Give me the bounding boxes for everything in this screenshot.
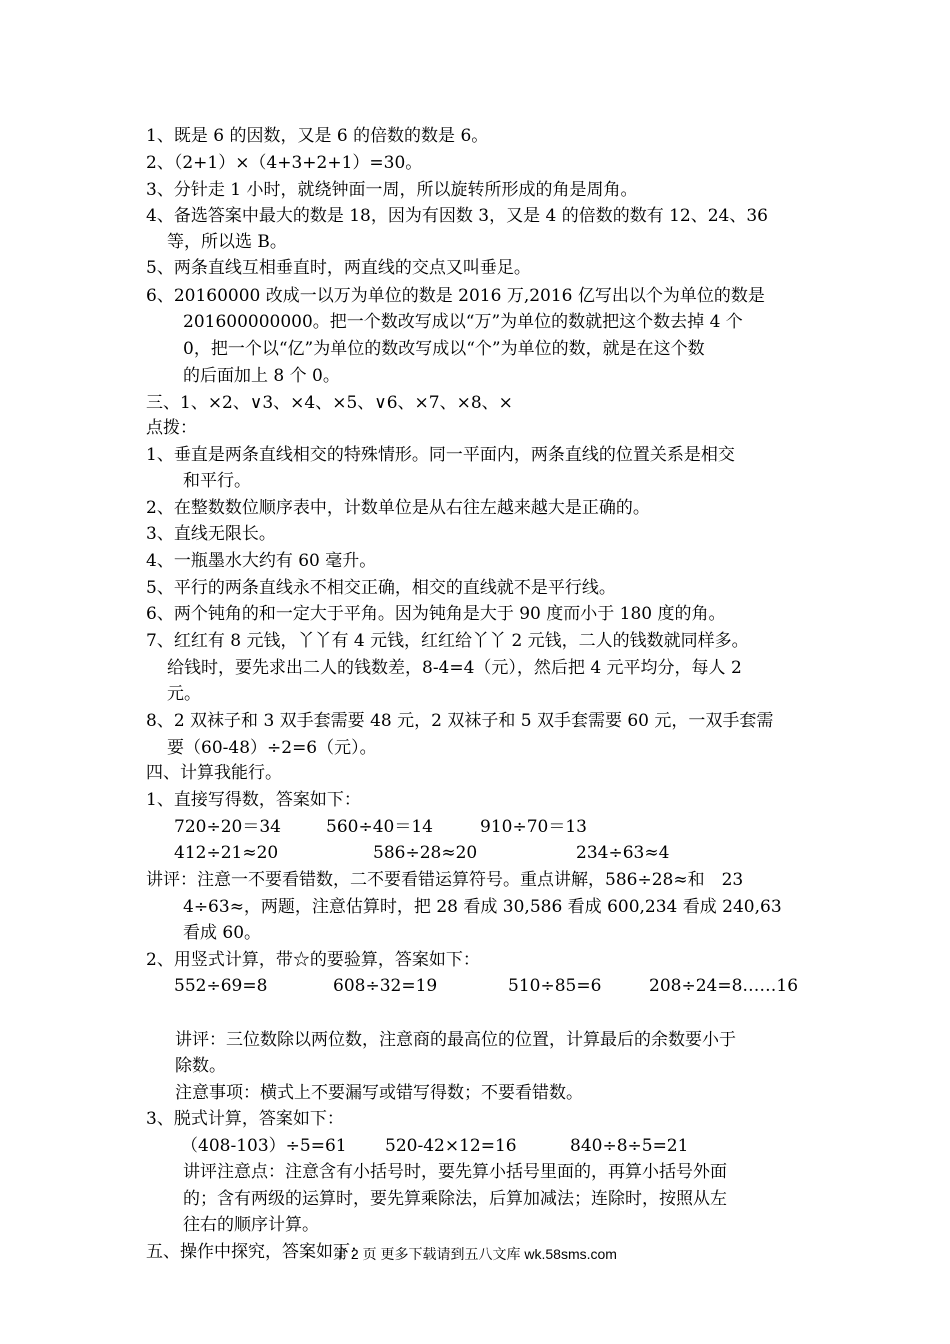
answer-line: 4、备选答案中最大的数是 18，因为有因数 3，又是 4 的倍数的数有 12、24、36 <box>146 206 768 226</box>
answer-line: 给钱时，要先求出二人的钱数差，8-4=4（元），然后把 4 元平均分，每人 2 <box>167 658 742 678</box>
calc-answer: 520-42×12=16 <box>385 1136 517 1156</box>
calc-answer: 552÷69=8 <box>174 976 268 996</box>
answer-line: 8、2 双袜子和 3 双手套需要 48 元，2 双袜子和 5 双手套需要 60 元，一双手套需 <box>146 711 774 731</box>
calc-answer: 412÷21≈20 <box>174 843 279 863</box>
answer-line: 201600000000。把一个数改写成以“万”为单位的数就把这个数去掉 4 个 <box>183 312 743 332</box>
calc-answer: 234÷63≈4 <box>576 843 670 863</box>
calc-answer: 560÷40＝14 <box>326 817 433 837</box>
calc-answer: 840÷8÷5=21 <box>570 1136 689 1156</box>
answer-line: 7、红红有 8 元钱，丫丫有 4 元钱，红红给丫丫 2 元钱，二人的钱数就同样多。 <box>146 631 749 651</box>
answer-line: 2、在整数数位顺序表中，计数单位是从右往左越来越大是正确的。 <box>146 498 650 518</box>
calc-answer: （408-103）÷5=61 <box>181 1136 347 1156</box>
calc-answer: 586÷28≈20 <box>373 843 478 863</box>
comment-line: 讲评：注意一不要看错数，二不要看错运算符号。重点讲解，586÷28≈和 23 <box>146 870 744 890</box>
answer-line: 3、分针走 1 小时，就绕钟面一周，所以旋转所形成的角是周角。 <box>146 180 638 200</box>
comment-line: 讲评注意点：注意含有小括号时，要先算小括号里面的，再算小括号外面 <box>183 1162 727 1182</box>
answer-line: 5、两条直线互相垂直时，两直线的交点又叫垂足。 <box>146 258 531 278</box>
answer-line: 6、两个钝角的和一定大于平角。因为钝角是大于 90 度而小于 180 度的角。 <box>146 604 726 624</box>
comment-line: 注意事项：横式上不要漏写或错写得数；不要看错数。 <box>175 1083 583 1103</box>
comment-line: 讲评：三位数除以两位数，注意商的最高位的位置，计算最后的余数要小于 <box>175 1030 736 1050</box>
answer-line: 5、平行的两条直线永不相交正确，相交的直线就不是平行线。 <box>146 578 616 598</box>
calc-answer: 608÷32=19 <box>333 976 438 996</box>
section-heading: 点拨： <box>146 418 197 438</box>
answer-line: 4、一瓶墨水大约有 60 毫升。 <box>146 551 377 571</box>
comment-line: 往右的顺序计算。 <box>183 1215 319 1235</box>
answer-line: 3、脱式计算，答案如下： <box>146 1109 344 1129</box>
page-footer: 第 2 页 更多下载请到五八文库 wk.58sms.com <box>333 1246 617 1262</box>
comment-line: 4÷63≈，两题，注意估算时，把 28 看成 30,586 看成 600,234 看成 240,63 <box>183 897 782 917</box>
comment-line: 的；含有两级的运算时，要先算乘除法，后算加减法；连除时，按照从左 <box>183 1189 727 1209</box>
answer-line: 要（60-48）÷2=6（元）。 <box>167 738 377 758</box>
answer-line: 1、既是 6 的因数，又是 6 的倍数的数是 6。 <box>146 126 489 146</box>
answer-line: 元。 <box>167 684 201 704</box>
section-heading: 五、操作中探究，答案如下： <box>146 1242 367 1262</box>
answer-line: 2、用竖式计算，带☆的要验算，答案如下： <box>146 950 480 970</box>
answer-line: 2、（2+1）×（4+3+2+1）=30。 <box>146 153 423 173</box>
calc-answer: 910÷70＝13 <box>480 817 587 837</box>
calc-answer: 510÷85=6 <box>508 976 602 996</box>
section-heading: 四、计算我能行。 <box>146 763 282 783</box>
calc-answer: 720÷20＝34 <box>174 817 281 837</box>
comment-line: 看成 60。 <box>183 923 262 943</box>
answer-line: 3、直线无限长。 <box>146 524 276 544</box>
answer-line: 0，把一个以“亿”为单位的数改写成以“个”为单位的数，就是在这个数 <box>183 339 705 359</box>
answer-line: 6、20160000 改成一以万为单位的数是 2016 万,2016 亿写出以个为单位的数是 <box>146 286 765 306</box>
answer-line: 和平行。 <box>183 471 251 491</box>
answer-line: 等，所以选 B。 <box>167 232 287 252</box>
answer-line: 1、垂直是两条直线相交的特殊情形。同一平面内，两条直线的位置关系是相交 <box>146 445 735 465</box>
comment-line: 除数。 <box>175 1056 226 1076</box>
answer-line: 1、直接写得数，答案如下： <box>146 790 361 810</box>
answer-line: 的后面加上 8 个 0。 <box>183 366 340 386</box>
calc-answer: 208÷24=8……16 <box>649 976 799 996</box>
section-heading: 三、1、×2、∨3、×4、×5、∨6、×7、×8、× <box>146 393 513 413</box>
